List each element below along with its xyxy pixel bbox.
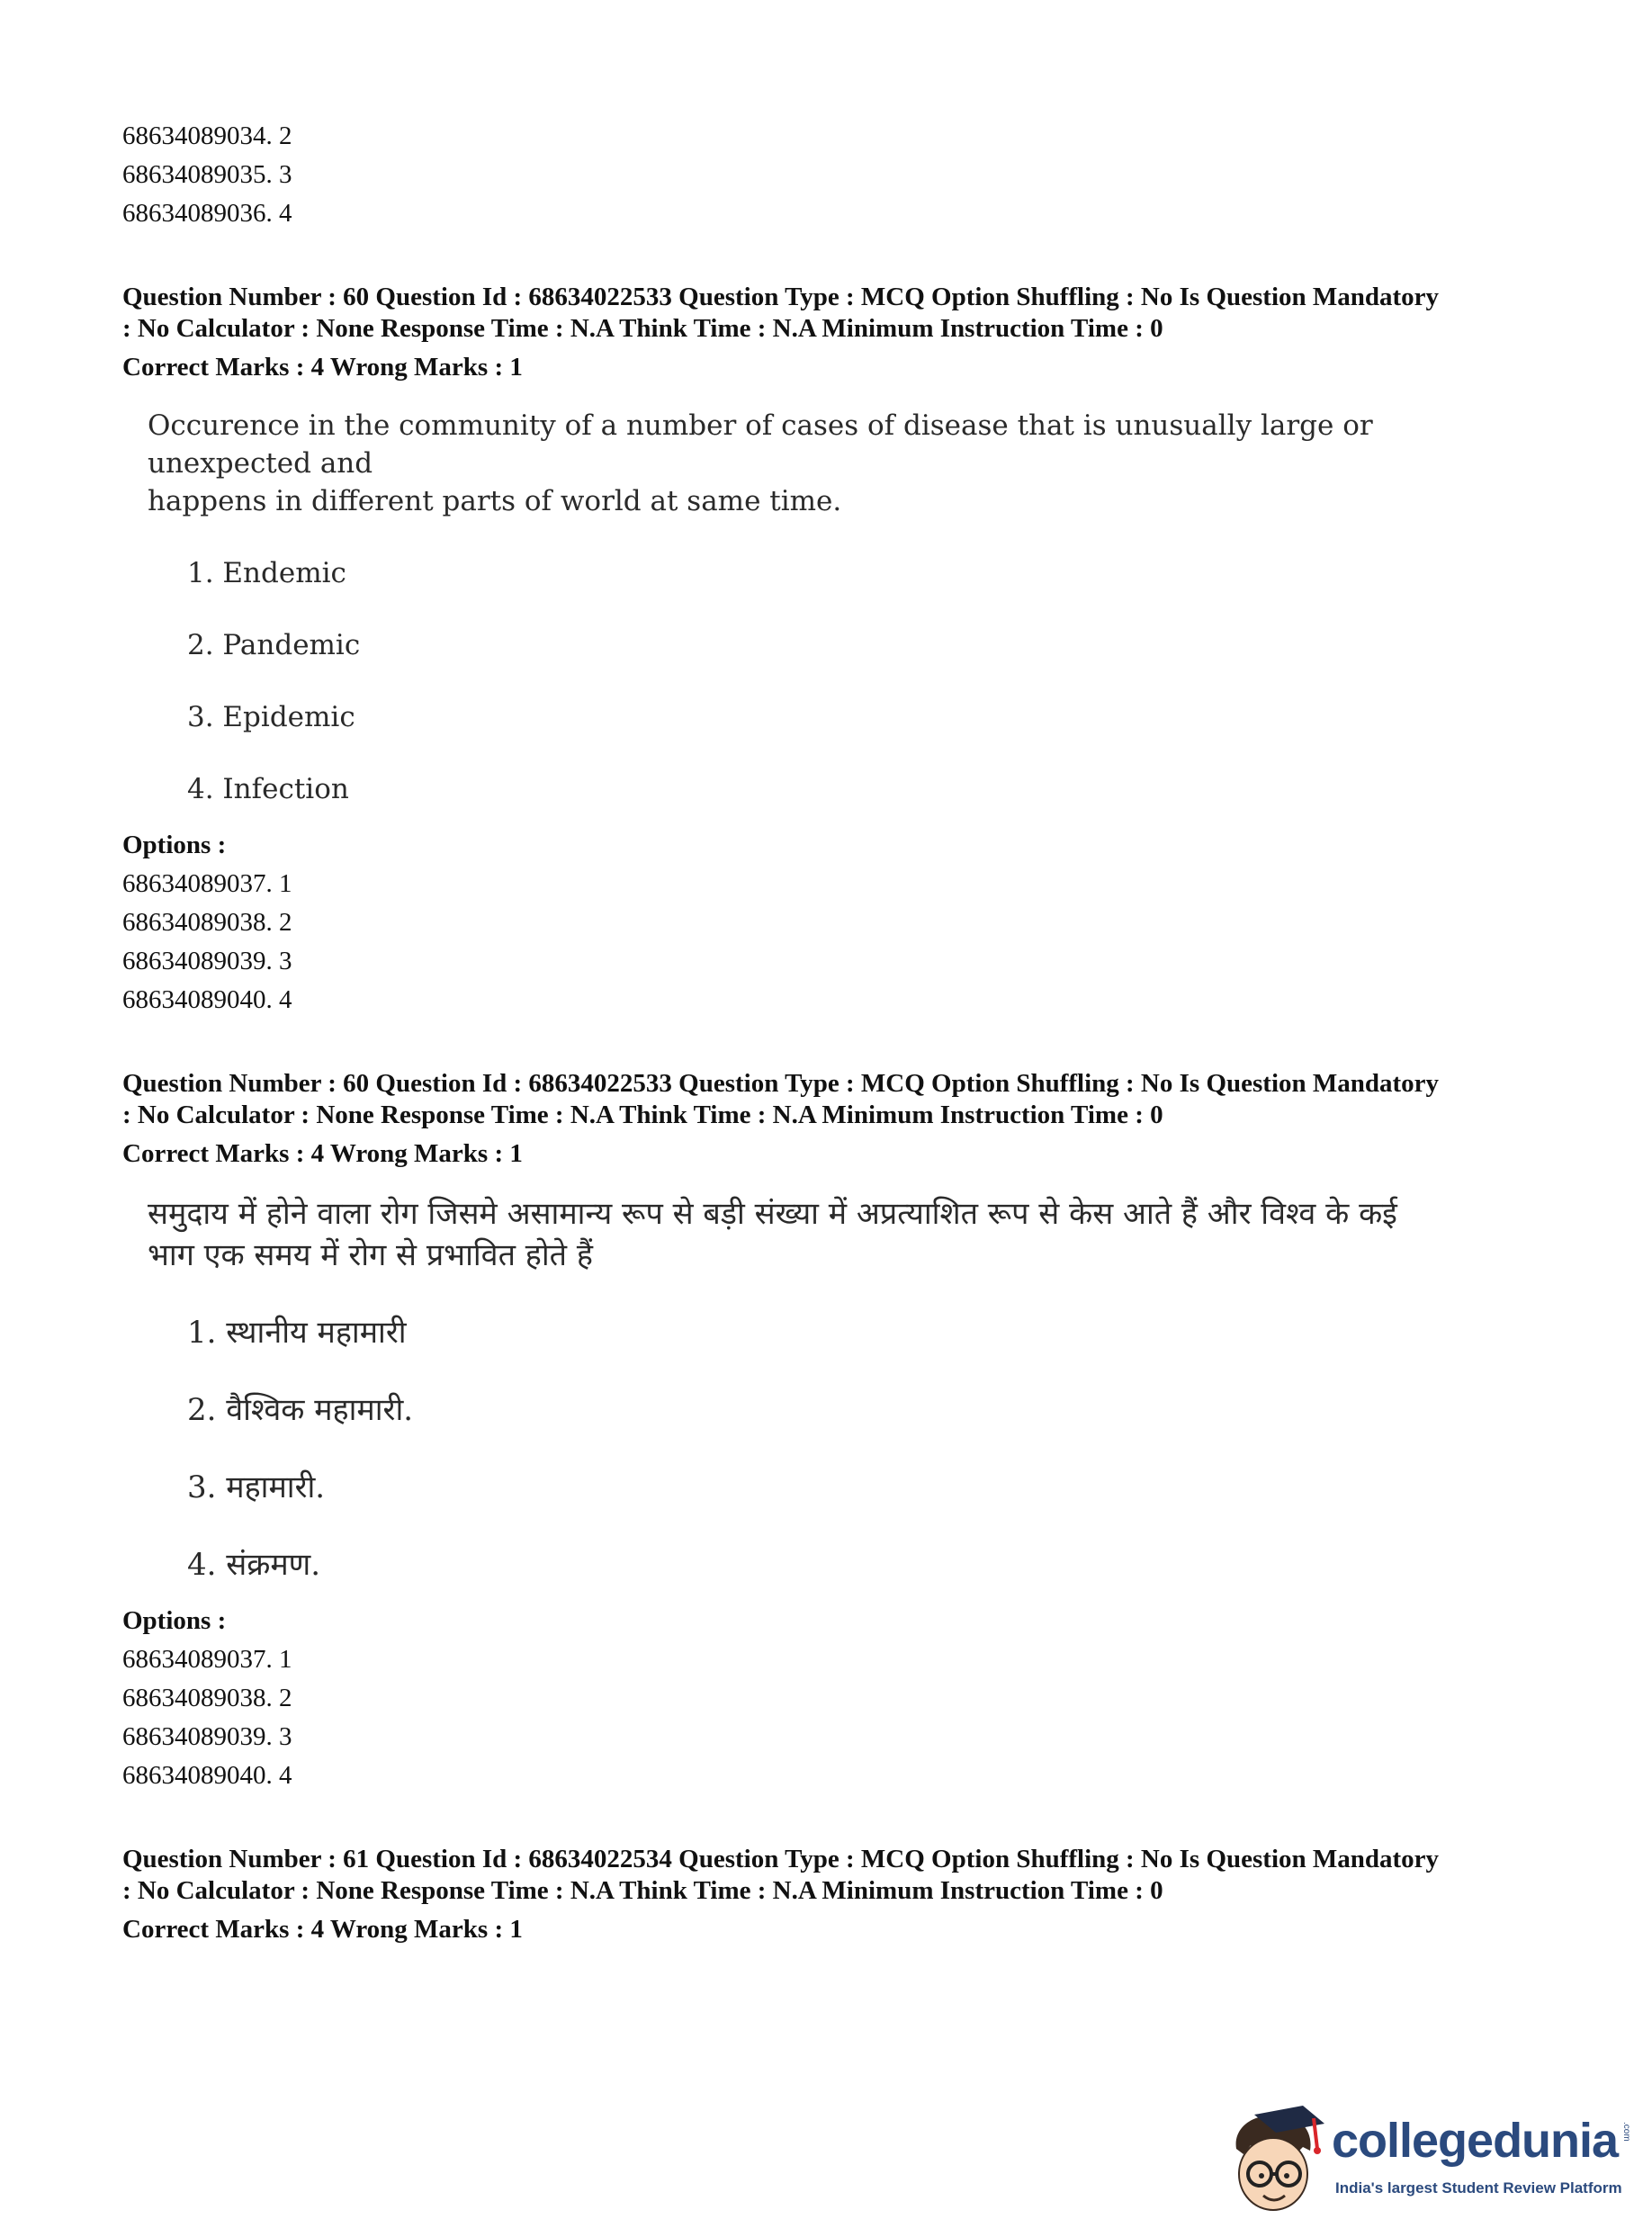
option-line: 68634089038. 2 [122,908,292,937]
option-line: 68634089039. 3 [122,947,292,975]
option-line: 68634089034. 2 [122,121,292,150]
marks-line: Correct Marks : 4 Wrong Marks : 1 [122,1915,523,1944]
collegedunia-logo [1224,2102,1638,2219]
option-line: 68634089036. 4 [122,199,292,228]
question-meta: : No Calculator : None Response Time : N.A Think Time : N.A Minimum Instruction Time : 0 [122,314,1163,343]
choice-item: 4. Infection [187,773,349,805]
choice-item: 4. संक्रमण. [187,1547,321,1583]
option-line: 68634089040. 4 [122,985,292,1014]
stem-line: Occurence in the community of a number of cases of disease that is unusually large or unexpected and [148,409,1373,480]
option-line: 68634089037. 1 [122,869,292,898]
choice-item: 3. Epidemic [187,701,355,733]
marks-line: Correct Marks : 4 Wrong Marks : 1 [122,353,523,382]
question-block-1 [122,282,1544,1020]
option-line: 68634089035. 3 [122,160,292,189]
question-meta: : No Calculator : None Response Time : N.A Think Time : N.A Minimum Instruction Time : 0 [122,1876,1163,1905]
mascot-icon [1224,2102,1332,2219]
question-block-3 [122,1844,1544,1945]
options-label: Options : [122,1606,227,1635]
option-line: 68634089040. 4 [122,1761,292,1790]
choice-item: 3. महामारी. [187,1469,326,1505]
previous-options [122,117,1544,233]
stem-line: समुदाय में होने वाला रोग जिसमे असामान्य रूप से बड़ी संख्या में अप्रत्याशित रूप से केस आते हैं और विश्व के कई [148,1196,1397,1232]
question-image [148,407,1544,808]
option-line: 68634089037. 1 [122,1645,292,1674]
options-label: Options : [122,831,227,859]
question-image [148,1193,1544,1586]
option-line: 68634089038. 2 [122,1684,292,1712]
stem-line: happens in different parts of world at same time. [148,485,842,517]
marks-line: Correct Marks : 4 Wrong Marks : 1 [122,1139,523,1168]
choice-item: 2. वैश्विक महामारी. [187,1392,414,1428]
question-stem [148,407,1544,520]
logo-tagline: India's largest Student Review Platform [1335,2179,1622,2197]
logo-wordmark: collegedunia [1332,2114,1619,2168]
stem-line: भाग एक समय में रोग से प्रभावित होते हैं [148,1237,593,1273]
choice-item: 1. Endemic [187,557,346,589]
option-line: 68634089039. 3 [122,1722,292,1751]
choice-item: 1. स्थानीय महामारी [187,1315,407,1351]
exam-page [122,117,1544,1945]
logo-suffix: .com [1621,2122,1631,2142]
question-meta: Question Number : 61 Question Id : 68634022534 Question Type : MCQ Option Shuffling : No Is Question Mandatory [122,1845,1440,1873]
question-meta: Question Number : 60 Question Id : 68634022533 Question Type : MCQ Option Shuffling : No Is Question Mandatory [122,283,1440,311]
question-stem [148,1193,1544,1276]
question-meta: : No Calculator : None Response Time : N.A Think Time : N.A Minimum Instruction Time : 0 [122,1101,1163,1129]
question-meta: Question Number : 60 Question Id : 68634022533 Question Type : MCQ Option Shuffling : No Is Question Mandatory [122,1069,1440,1098]
question-block-2 [122,1068,1544,1795]
choice-item: 2. Pandemic [187,629,361,661]
